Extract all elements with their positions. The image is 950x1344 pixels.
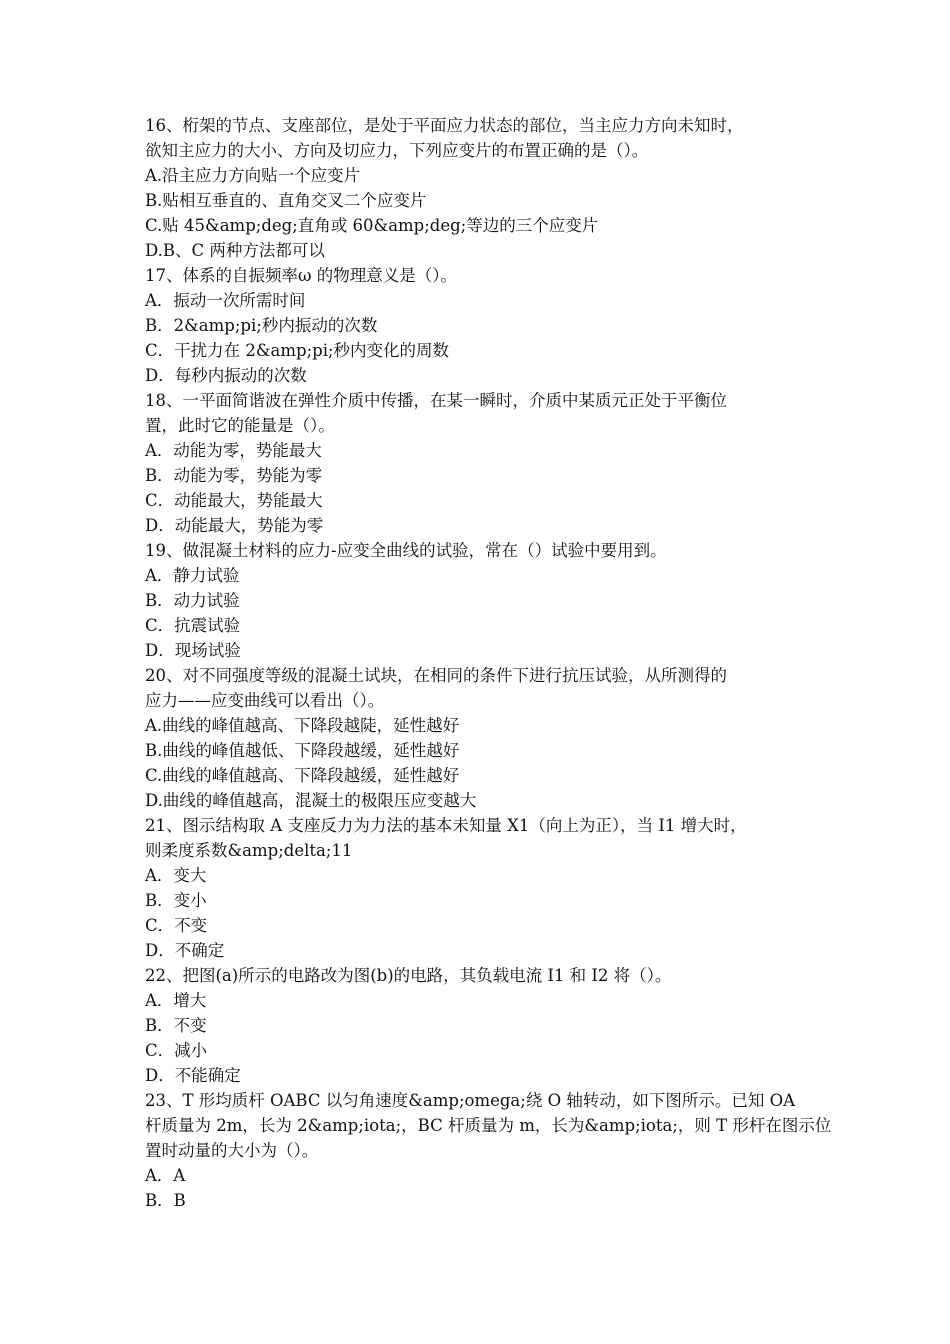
option-19-a: A．静力试验 — [145, 566, 240, 585]
question-22: 22、把图(a)所示的电路改为图(b)的电路，其负载电流 I1 和 I2 将（）。 — [145, 966, 672, 985]
option-21-a: A．变大 — [145, 866, 207, 885]
question-20-line-2: 应力——应变曲线可以看出（）。 — [145, 691, 385, 710]
question-23-line-1: 23、T 形均质杆 OABC 以匀角速度&amp;omega;绕 O 轴转动，如下图所示。已知 OA — [145, 1091, 796, 1110]
option-17-b: B．2&amp;pi;秒内振动的次数 — [145, 316, 378, 335]
option-21-b: B．变小 — [145, 891, 207, 910]
option-19-b: B．动力试验 — [145, 591, 240, 610]
option-18-d: D．动能最大，势能为零 — [145, 516, 324, 535]
option-23-a: A．A — [145, 1166, 186, 1185]
option-17-c: C．干扰力在 2&amp;pi;秒内变化的周数 — [145, 341, 450, 360]
question-19: 19、做混凝土材料的应力-应变全曲线的试验，常在（）试验中要用到。 — [145, 541, 667, 560]
question-16-line-2: 欲知主应力的大小、方向及切应力，下列应变片的布置正确的是（）。 — [145, 141, 649, 160]
option-20-b: B.曲线的峰值越低、下降段越缓，延性越好 — [145, 741, 460, 760]
question-23-line-3: 置时动量的大小为（）。 — [145, 1141, 319, 1160]
option-17-d: D．每秒内振动的次数 — [145, 366, 307, 385]
option-19-c: C．抗震试验 — [145, 616, 241, 635]
option-18-b: B．动能为零，势能为零 — [145, 466, 323, 485]
option-22-d: D．不能确定 — [145, 1066, 241, 1085]
option-16-b: B.贴相互垂直的、直角交叉二个应变片 — [145, 191, 427, 210]
option-17-a: A．振动一次所需时间 — [145, 291, 306, 310]
option-18-a: A．动能为零，势能最大 — [145, 441, 322, 460]
option-23-b: B．B — [145, 1191, 186, 1210]
option-20-a: A.曲线的峰值越高、下降段越陡，延性越好 — [145, 716, 460, 735]
question-18-line-2: 置，此时它的能量是（）。 — [145, 416, 335, 435]
option-16-a: A.沿主应力方向贴一个应变片 — [145, 166, 361, 185]
question-23-line-2: 杆质量为 2m，长为 2&amp;iota;，BC 杆质量为 m，长为&amp;iota;，则 T 形杆在图示位 — [145, 1116, 832, 1135]
option-16-c: C.贴 45&amp;deg;直角或 60&amp;deg;等边的三个应变片 — [145, 216, 599, 235]
question-17: 17、体系的自振频率ω 的物理意义是（）。 — [145, 266, 457, 285]
question-21-line-2: 则柔度系数&amp;delta;11 — [145, 841, 353, 860]
question-18-line-1: 18、一平面简谐波在弹性介质中传播，在某一瞬时，介质中某质元正处于平衡位 — [145, 391, 727, 410]
option-20-d: D.曲线的峰值越高，混凝土的极限压应变越大 — [145, 791, 477, 810]
option-22-a: A．增大 — [145, 991, 207, 1010]
question-16-line-1: 16、桁架的节点、支座部位，是处于平面应力状态的部位，当主应力方向未知时， — [145, 116, 744, 135]
option-19-d: D．现场试验 — [145, 641, 241, 660]
document-page — [145, 113, 832, 1213]
option-20-c: C.曲线的峰值越高、下降段越缓，延性越好 — [145, 766, 460, 785]
question-20-line-1: 20、对不同强度等级的混凝土试块，在相同的条件下进行抗压试验，从所测得的 — [145, 666, 727, 685]
option-22-b: B．不变 — [145, 1016, 207, 1035]
option-22-c: C．减小 — [145, 1041, 208, 1060]
question-21-line-1: 21、图示结构取 A 支座反力为力法的基本未知量 X1（向上为正），当 I1 增大时， — [145, 816, 747, 835]
option-21-d: D．不确定 — [145, 941, 225, 960]
option-18-c: C．动能最大，势能最大 — [145, 491, 323, 510]
option-16-d: D.B、C 两种方法都可以 — [145, 241, 325, 260]
option-21-c: C．不变 — [145, 916, 208, 935]
